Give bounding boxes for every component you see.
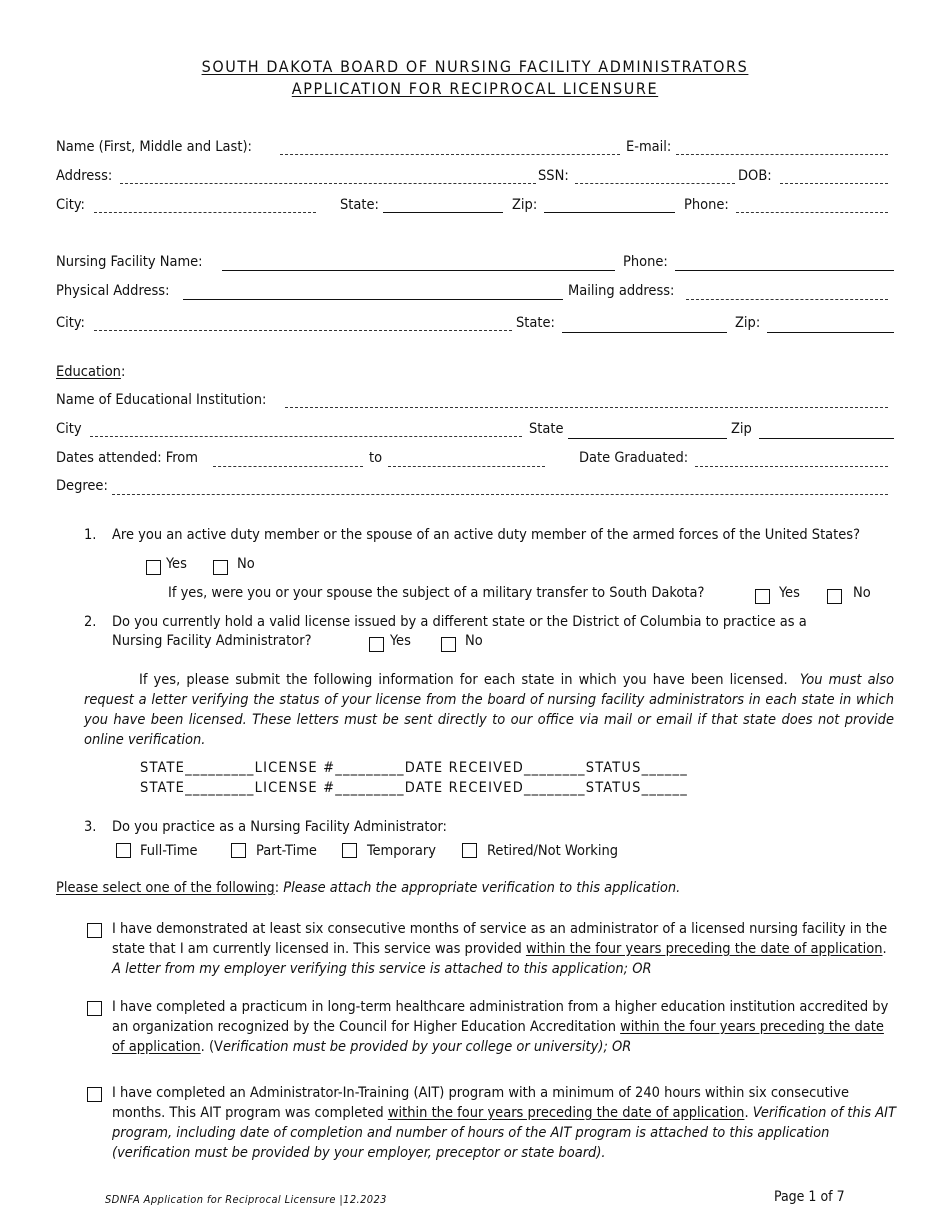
- edu-zip-field[interactable]: [759, 438, 894, 439]
- q1-followup-yes-label: Yes: [779, 585, 800, 601]
- facility-state-label: State:: [516, 315, 555, 331]
- question-text: Do you currently hold a valid license issued by a different state or the District of Columbia to practice as a: [112, 614, 807, 630]
- question-text: Are you an active duty member or the spouse of an active duty member of the armed forces of the United States?: [112, 527, 861, 543]
- email-field[interactable]: [676, 154, 888, 155]
- edu-city-label: City: [56, 421, 82, 437]
- selection-heading: Please select one of the following: Please attach the appropriate verification to this application.: [56, 880, 681, 896]
- edu-state-label: State: [529, 421, 564, 437]
- city-label: City:: [56, 197, 85, 213]
- q1-followup-no-checkbox[interactable]: [827, 589, 842, 604]
- q1-no-checkbox[interactable]: [213, 560, 228, 575]
- q1-followup-text: If yes, were you or your spouse the subject of a military transfer to South Dakota?: [168, 585, 705, 601]
- phone-label: Phone:: [684, 197, 729, 213]
- dates-from-field[interactable]: [213, 466, 363, 467]
- q2-no-checkbox[interactable]: [441, 637, 456, 652]
- q1-yes-label: Yes: [166, 556, 187, 572]
- physical-address-label: Physical Address:: [56, 283, 170, 299]
- option-3-text: I have completed an Administrator-In-Training (AIT) program with a minimum of 240 hours within six consecutive months. This AIT program was completed within the four years preceding the date of application. Verification of this AIT program, including date of completion and number of hours of the AIT program is attached to this application (verification must be provided by your employer, preceptor or state board).: [112, 1085, 896, 1161]
- option-1-checkbox[interactable]: [87, 923, 102, 938]
- part-time-label: Part-Time: [256, 843, 317, 859]
- phone-field[interactable]: [736, 212, 888, 213]
- facility-name-label: Nursing Facility Name:: [56, 254, 203, 270]
- name-label: Name (First, Middle and Last):: [56, 139, 252, 155]
- q2-yes-label: Yes: [390, 633, 411, 649]
- state-label: State:: [340, 197, 379, 213]
- facility-phone-field[interactable]: [675, 270, 894, 271]
- ssn-label: SSN:: [538, 168, 569, 184]
- address-field[interactable]: [120, 183, 536, 184]
- full-time-checkbox[interactable]: [116, 843, 131, 858]
- form-subtitle: APPLICATION FOR RECIPROCAL LICENSURE: [291, 79, 659, 98]
- dob-label: DOB:: [738, 168, 772, 184]
- facility-city-label: City:: [56, 315, 85, 331]
- form-title: SOUTH DAKOTA BOARD OF NURSING FACILITY ADMINISTRATORS: [201, 57, 749, 76]
- degree-field[interactable]: [112, 494, 888, 495]
- facility-zip-label: Zip:: [735, 315, 761, 331]
- city-field[interactable]: [94, 212, 316, 213]
- q2-yes-checkbox[interactable]: [369, 637, 384, 652]
- option-3-checkbox[interactable]: [87, 1087, 102, 1102]
- dob-field[interactable]: [780, 183, 888, 184]
- institution-field[interactable]: [285, 407, 888, 408]
- license-instructions: If yes, please submit the following information for each state in which you have been licensed. You must also request a letter verifying the status of your license from the board of nursing facility administrators in each state in which you have been licensed. These letters must be sent directly to our office via mail or email if that state does not provide online verification.: [84, 672, 894, 748]
- education-heading: Education:: [56, 364, 126, 380]
- facility-name-field[interactable]: [222, 270, 615, 271]
- option-1-text: I have demonstrated at least six consecutive months of service as an administrator of a licensed nursing facility in the state that I am currently licensed in. This service was provided within the four years preceding the date of application. A letter from my employer verifying this service is attached to this application; OR: [112, 921, 888, 977]
- q1-followup-yes-checkbox[interactable]: [755, 589, 770, 604]
- temporary-checkbox[interactable]: [342, 843, 357, 858]
- q1-no-label: No: [237, 556, 255, 572]
- dates-from-label: Dates attended: From: [56, 450, 198, 466]
- institution-label: Name of Educational Institution:: [56, 392, 267, 408]
- zip-label: Zip:: [512, 197, 538, 213]
- retired-checkbox[interactable]: [462, 843, 477, 858]
- part-time-checkbox[interactable]: [231, 843, 246, 858]
- full-time-label: Full-Time: [140, 843, 198, 859]
- ssn-field[interactable]: [575, 183, 735, 184]
- facility-state-field[interactable]: [562, 332, 727, 333]
- edu-city-field[interactable]: [90, 436, 522, 437]
- license-row[interactable]: STATE_________LICENSE #_________DATE RECEIVED________STATUS______: [140, 780, 688, 796]
- degree-label: Degree:: [56, 478, 108, 494]
- mailing-address-field[interactable]: [686, 299, 888, 300]
- name-field[interactable]: [280, 154, 620, 155]
- question-text: Do you practice as a Nursing Facility Administrator:: [112, 819, 447, 835]
- footer-form-id: SDNFA Application for Reciprocal Licensure |12.2023: [105, 1193, 387, 1206]
- state-field[interactable]: [383, 212, 503, 213]
- edu-state-field[interactable]: [568, 438, 727, 439]
- q2-no-label: No: [465, 633, 483, 649]
- dates-to-field[interactable]: [388, 466, 545, 467]
- license-row[interactable]: STATE_________LICENSE #_________DATE RECEIVED________STATUS______: [140, 760, 688, 776]
- question-number: 2.: [84, 614, 97, 630]
- physical-address-field[interactable]: [183, 299, 563, 300]
- graduated-field[interactable]: [695, 466, 888, 467]
- question-number: 3.: [84, 819, 97, 835]
- retired-label: Retired/Not Working: [487, 843, 619, 859]
- mailing-address-label: Mailing address:: [568, 283, 675, 299]
- edu-zip-label: Zip: [731, 421, 752, 437]
- zip-field[interactable]: [544, 212, 675, 213]
- address-label: Address:: [56, 168, 113, 184]
- facility-city-field[interactable]: [94, 330, 512, 331]
- email-label: E-mail:: [626, 139, 672, 155]
- page-number: Page 1 of 7: [774, 1189, 845, 1205]
- option-2-text: I have completed a practicum in long-term healthcare administration from a higher education institution accredited by an organization recognized by the Council for Higher Education Accreditation within the four years preceding the date of application. (Verification must be provided by your college or university); OR: [112, 999, 889, 1055]
- q1-yes-checkbox[interactable]: [146, 560, 161, 575]
- question-number: 1.: [84, 527, 97, 543]
- facility-phone-label: Phone:: [623, 254, 668, 270]
- dates-to-label: to: [369, 450, 383, 466]
- question-text-continued: Nursing Facility Administrator?: [112, 633, 312, 649]
- option-2-checkbox[interactable]: [87, 1001, 102, 1016]
- graduated-label: Date Graduated:: [579, 450, 689, 466]
- q1-followup-no-label: No: [853, 585, 871, 601]
- facility-zip-field[interactable]: [767, 332, 894, 333]
- temporary-label: Temporary: [367, 843, 436, 859]
